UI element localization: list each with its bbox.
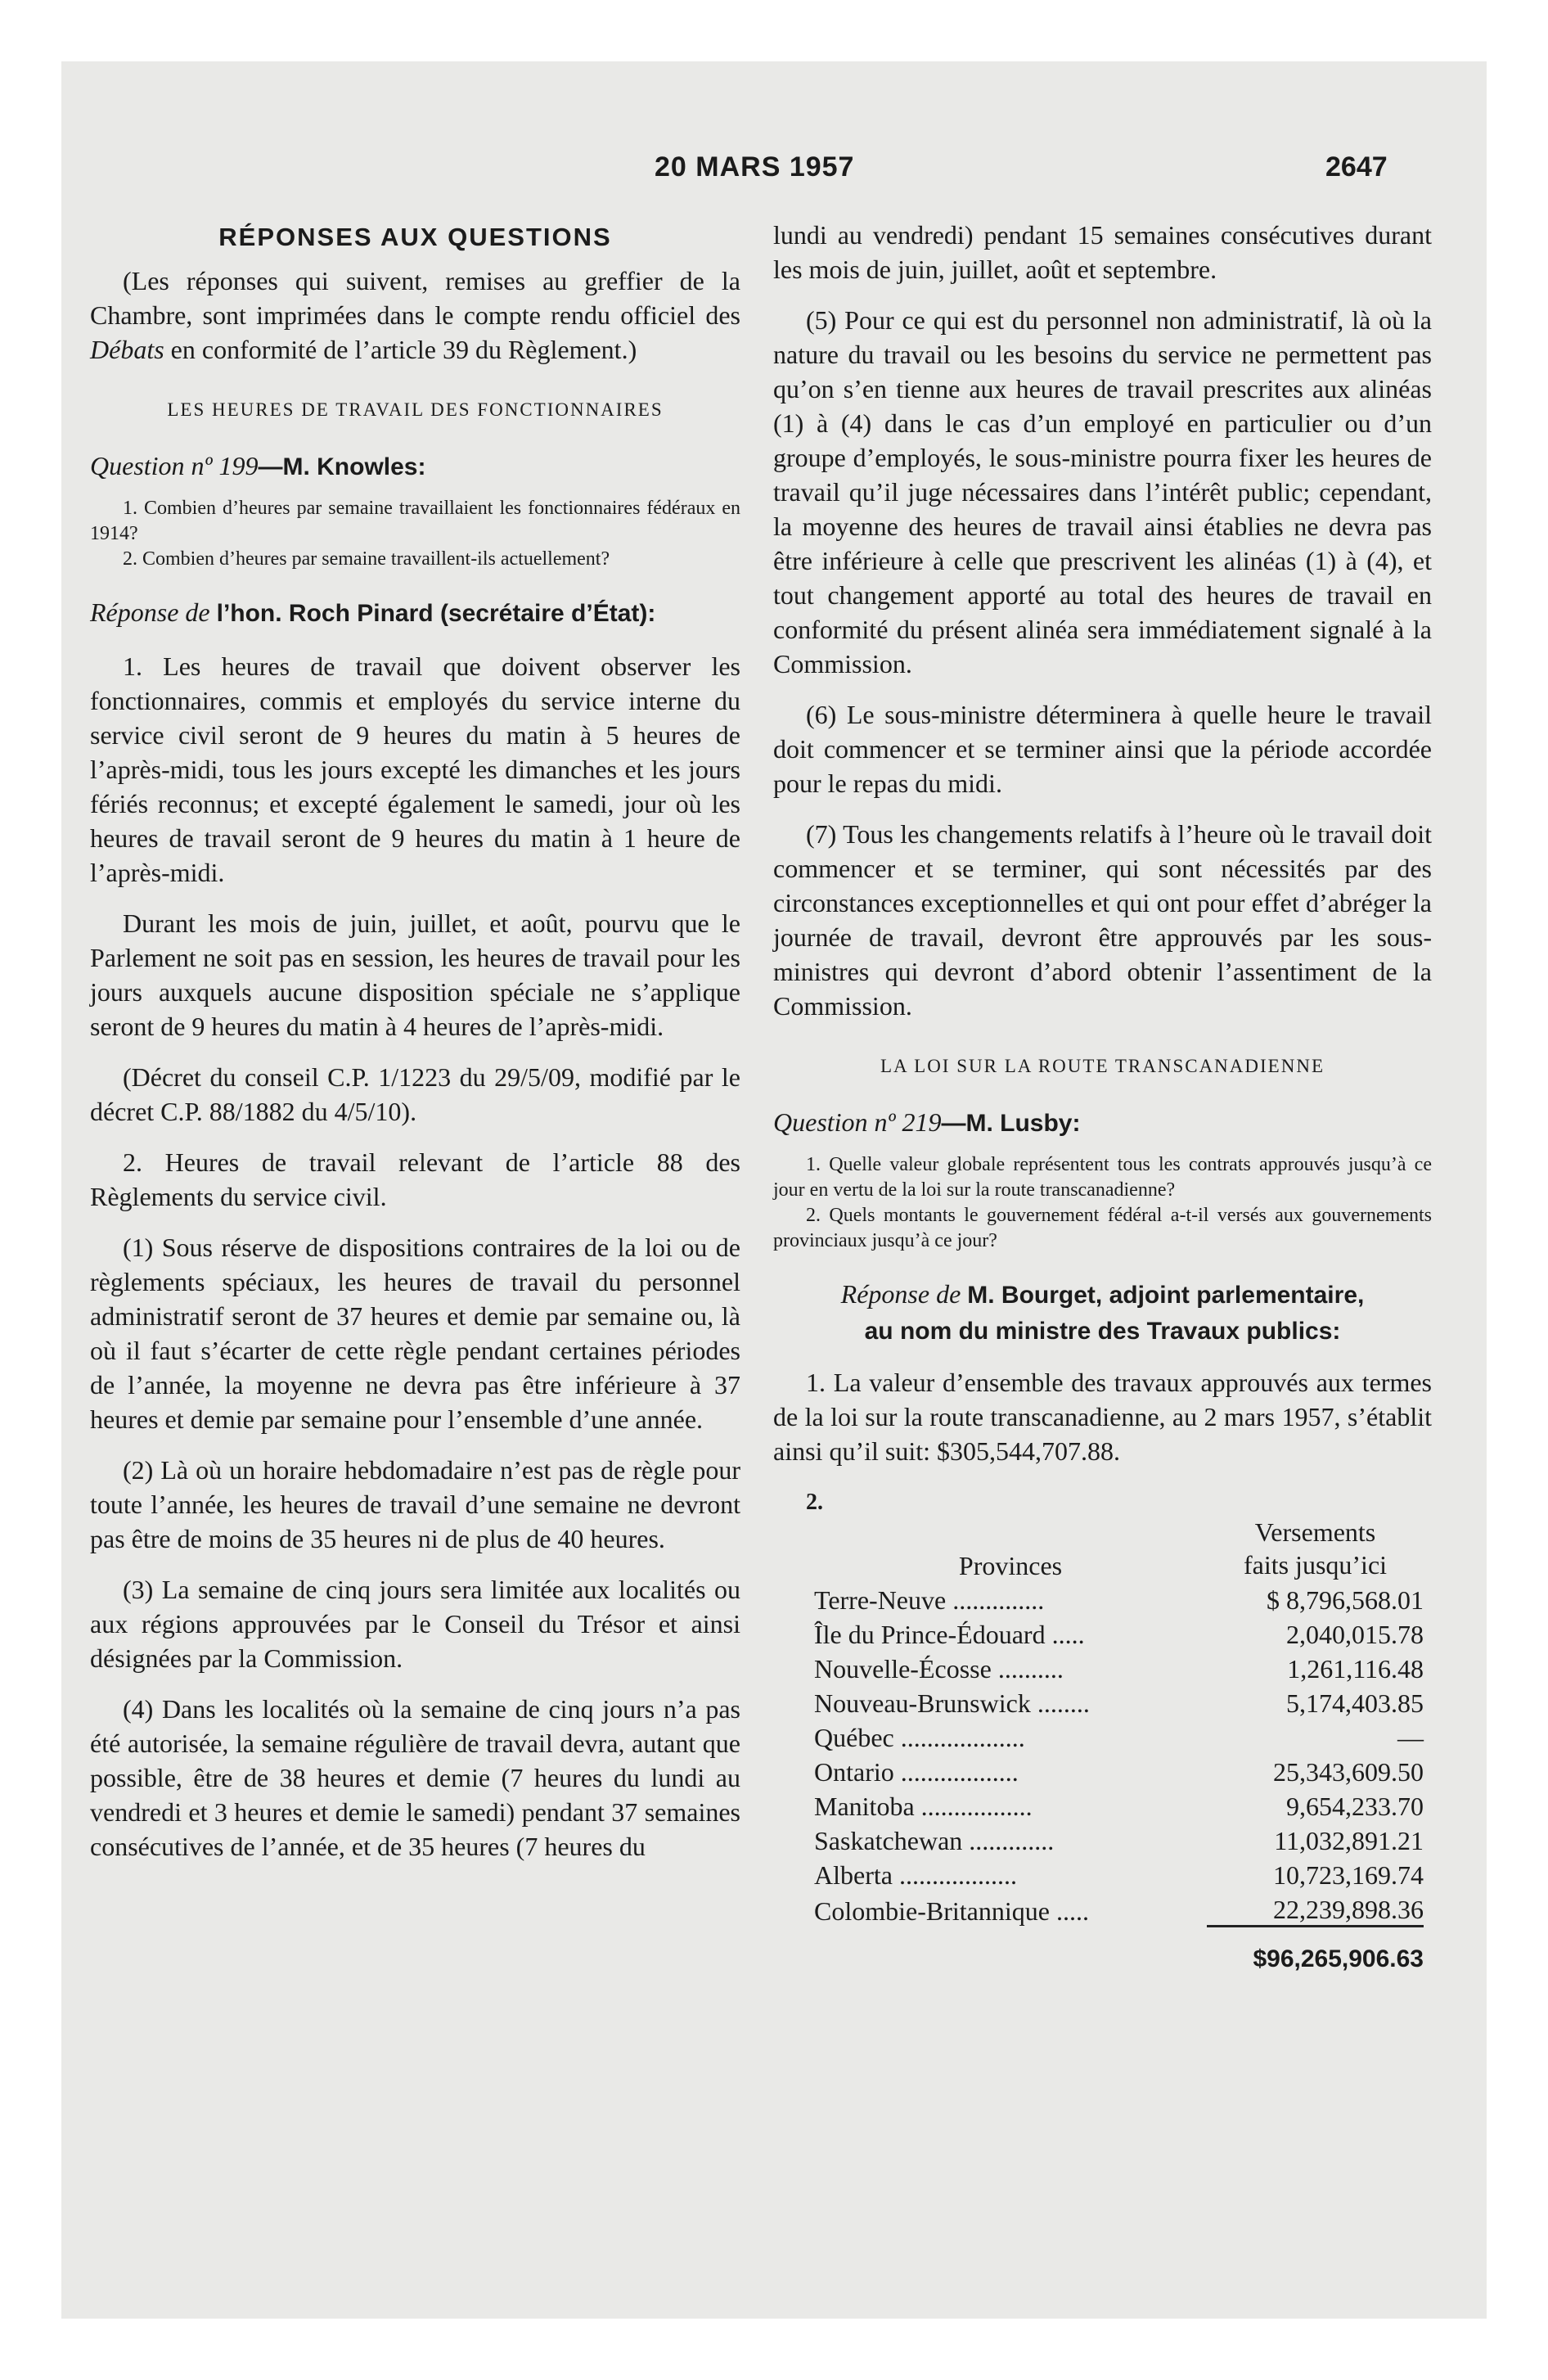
answer-paragraph: (7) Tous les changements relatifs à l’heure où le travail doit commencer et se terminer, qui sont nécessités par des circonstances exceptionnelles et qui ont pour effet d’abréger la journée de travail, devront être approuvés par les sous-ministres qui devront d’abord obtenir l’assentiment de la Commission. (773, 819, 1432, 1021)
question-199-member: —M. Knowles: (258, 453, 426, 480)
amount-cell: 5,174,403.85 (1286, 1688, 1424, 1718)
table-total-row (814, 1927, 1424, 1974)
amount-cell: — (1397, 1723, 1424, 1752)
amount-cell: 11,032,891.21 (1274, 1826, 1424, 1855)
amount-cell: 1,261,116.48 (1287, 1654, 1424, 1684)
province-cell: Québec ................... (814, 1723, 1025, 1752)
intro-part-3: en conformité de l’article 39 du Règlement.) (164, 335, 637, 364)
question-219-member: —M. Lusby: (941, 1110, 1081, 1137)
total-spacer (814, 1927, 1207, 1974)
table-row (814, 1684, 1424, 1719)
answer-paragraph: (2) Là où un horaire hebdomadaire n’est pas de règle pour toute l’année, les heures de travail d’une semaine ne devront pas être de moins de 35 heures ni de plus de 40 heures. (90, 1455, 740, 1553)
table-row (814, 1753, 1424, 1787)
table-header (814, 1516, 1424, 1581)
column-header-amount-line1: Versements (1254, 1517, 1376, 1547)
question-199-item-1: 1. Combien d’heures par semaine travaillaient les fonctionnaires fédéraux en 1914? (90, 498, 740, 544)
section-heading-transcanada: LA LOI SUR LA ROUTE TRANSCANADIENNE (880, 1056, 1325, 1076)
intro-part-1: (Les réponses qui suivent, remises au greffier de la Chambre, sont imprimées dans le compte rendu officiel des (90, 266, 740, 330)
answer-paragraph: (4) Dans les localités où la semaine de cinq jours n’a pas été autorisée, la semaine régulière de travail devra, autant que possible, être de 38 heures et demie (7 heures du lundi au vendredi et 3 heures et demie le samedi) pendant 37 semaines consécutives de l’année, et de 35 heures (7 heures du (90, 1694, 740, 1861)
answer-paragraph: 2. Heures de travail relevant de l’article 88 des Règlements du service civil. (90, 1147, 740, 1211)
answer-paragraph: (1) Sous réserve de dispositions contraires de la loi ou de règlements spéciaux, les heures de travail du personnel administratif seront de 37 heures et demie par semaine ou, là où il faut s’écarter de cette règle pendant certaines périodes de l’année, la moyenne ne devra pas être inférieure à 37 heures et demie par semaine pour l’ensemble d’une année. (90, 1233, 740, 1434)
province-cell: Colombie-Britannique ..... (814, 1895, 1089, 1926)
answer-219-item-2-label: 2. (806, 1490, 823, 1515)
table-row (814, 1581, 1424, 1616)
province-cell: Île du Prince-Édouard ..... (814, 1620, 1085, 1649)
province-cell: Ontario .................. (814, 1757, 1019, 1787)
table-row (814, 1616, 1424, 1650)
column-header-provinces: Provinces (958, 1551, 1063, 1580)
amount-cell: 10,723,169.74 (1273, 1860, 1424, 1890)
question-219-item-1: 1. Quelle valeur globale représentent tous les contrats approuvés jusqu’à ce jour en vertu de la loi sur la route transcanadienne? (773, 1154, 1432, 1201)
left-column (90, 218, 740, 1864)
answer-219-paragraph-1: 1. La valeur d’ensemble des travaux approuvés aux termes de la loi sur la route transcanadienne, au 2 mars 1957, s’établit ainsi qu’il suit: $305,544,707.88. (773, 1368, 1432, 1466)
answer-199-prefix: Réponse de (90, 597, 210, 627)
intro-part-2: Débats (90, 335, 164, 364)
page-header (0, 151, 1548, 191)
answer-219-heading (773, 1277, 1432, 1349)
total-amount: $96,265,906.63 (1207, 1927, 1424, 1974)
amount-cell: 2,040,015.78 (1286, 1620, 1424, 1649)
answer-paragraph: (5) Pour ce qui est du personnel non administratif, là où la nature du travail ou les besoins du service ne permettent pas qu’on s’en tienne aux heures de travail prescrites aux alinéas (1) à (4) dans le cas d’un employé en particulier ou d’un groupe d’employés, le sous-ministre pourra fixer les heures de travail qu’il juge nécessaires dans l’intérêt public; cependant, la moyenne des heures de travail ainsi établies ne devra pas être inférieure à celle que prescrivent les alinéas (1) à (4), et tout changement apporté au total des heures de travail en conformité du présent alinéa sera immédiatement signalé à la Commission. (773, 305, 1432, 678)
answer-199-heading (90, 595, 740, 631)
answer-paragraph: (3) La semaine de cinq jours sera limitée aux localités ou aux régions approuvées par le Conseil du Trésor et ainsi désignées par la Commission. (90, 1575, 740, 1673)
question-219 (773, 1105, 1432, 1141)
question-199 (90, 449, 740, 485)
page-number: 2647 (1325, 151, 1388, 183)
payments-table (814, 1516, 1424, 1973)
right-column (773, 218, 1432, 1973)
answer-paragraph: 1. Les heures de travail que doivent observer les fonctionnaires, commis et employés du service interne du service civil seront de 9 heures du matin à 5 heures de l’après-midi, tous les jours excepté les dimanches et les jours fériés reconnus; et excepté également le samedi, jour où les heures de travail seront de 9 heures du matin à 1 heure de l’après-midi. (90, 651, 740, 887)
answer-219-person-line1: M. Bourget, adjoint parlementaire, (967, 1282, 1365, 1309)
question-199-number: Question nº 199 (90, 451, 259, 480)
province-cell: Nouvelle-Écosse .......... (814, 1654, 1064, 1684)
question-199-item-2: 2. Combien d’heures par semaine travaillent-ils actuellement? (123, 548, 610, 570)
amount-cell: 9,654,233.70 (1286, 1792, 1424, 1821)
province-cell: Manitoba ................. (814, 1792, 1033, 1821)
answer-paragraph: (Décret du conseil C.P. 1/1223 du 29/5/09, modifié par le décret C.P. 88/1882 du 4/5/10). (90, 1062, 740, 1126)
province-cell: Alberta .................. (814, 1860, 1017, 1890)
intro-paragraph (90, 264, 740, 367)
section-title: RÉPONSES AUX QUESTIONS (218, 223, 612, 251)
answer-paragraph: lundi au vendredi) pendant 15 semaines consécutives durant les mois de juin, juillet, août et septembre. (773, 220, 1432, 284)
table-row (814, 1891, 1424, 1927)
province-cell: Nouveau-Brunswick ........ (814, 1688, 1090, 1718)
table-row (814, 1787, 1424, 1822)
province-cell: Saskatchewan ............. (814, 1826, 1055, 1855)
answer-paragraph: Durant les mois de juin, juillet, et août, pourvu que le Parlement ne soit pas en session, les heures de travail pour les jours auxquels aucune disposition spéciale ne s’applique seront de 9 heures du matin à 4 heures de l’après-midi. (90, 908, 740, 1041)
table-row (814, 1822, 1424, 1856)
table-row (814, 1719, 1424, 1753)
amount-cell: 25,343,609.50 (1273, 1757, 1424, 1787)
province-cell: Terre-Neuve .............. (814, 1585, 1045, 1615)
question-219-item-2: 2. Quels montants le gouvernement fédéral a-t-il versés aux gouvernements provinciaux jusqu’à ce jour? (773, 1205, 1432, 1251)
table-row (814, 1650, 1424, 1684)
section-heading-hours: LES HEURES DE TRAVAIL DES FONCTIONNAIRES (167, 399, 664, 420)
amount-cell: $ 8,796,568.01 (1267, 1585, 1424, 1615)
answer-219-person-line2: au nom du ministre des Travaux publics: (864, 1318, 1341, 1345)
column-header-amount (1207, 1516, 1424, 1581)
amount-cell: 22,239,898.36 (1273, 1895, 1424, 1924)
column-header-amount-line2: faits jusqu’ici (1243, 1550, 1388, 1580)
answer-paragraph: (6) Le sous-ministre déterminera à quelle heure le travail doit commencer et se terminer ainsi que la période accordée pour le repas du midi. (773, 700, 1432, 798)
answer-199-person: l’hon. Roch Pinard (secrétaire d’État): (216, 600, 656, 627)
question-219-number: Question nº 219 (773, 1107, 942, 1137)
table-row (814, 1856, 1424, 1891)
header-date: 20 MARS 1957 (655, 151, 855, 183)
answer-219-prefix: Réponse de (840, 1279, 961, 1309)
